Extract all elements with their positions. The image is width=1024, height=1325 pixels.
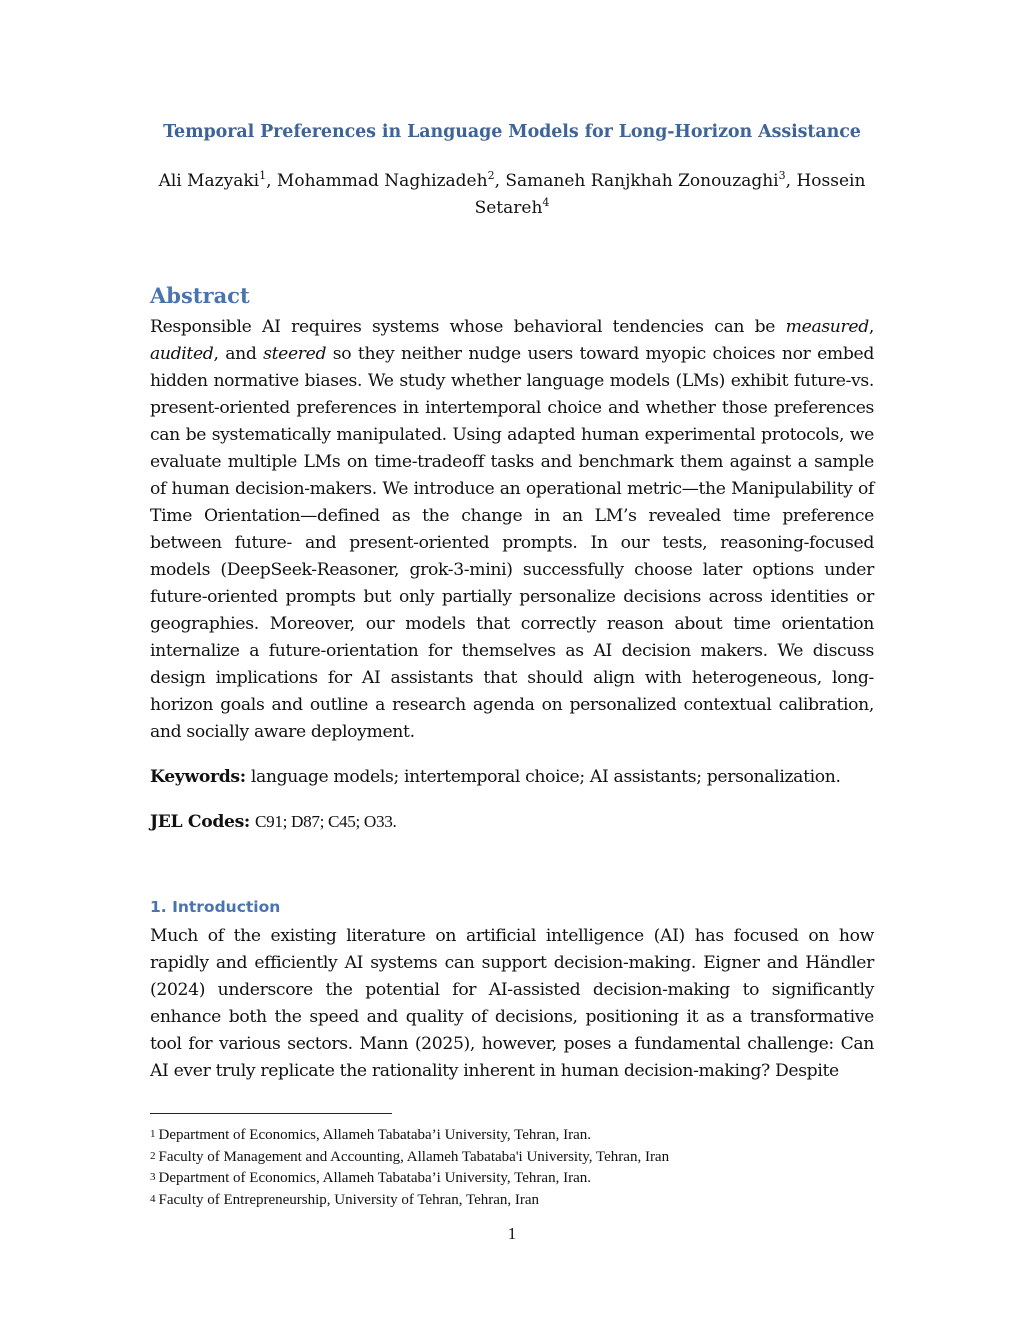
jel-label: JEL Codes:: [150, 812, 250, 832]
author-name: Samaneh Ranjkhah Zonouzaghi: [505, 171, 779, 191]
abstract-text: [150, 314, 874, 746]
paper-title: Temporal Preferences in Language Models for Long-Horizon Assistance: [163, 122, 861, 142]
footnote-text: Faculty of Management and Accounting, Allameh Tabataba'i University, Tehran, Iran: [158, 1148, 670, 1165]
affiliation-mark: 2: [487, 169, 495, 182]
author-name: Mohammad Naghizadeh: [276, 171, 488, 191]
footnote-number: 3: [150, 1171, 156, 1183]
footnote-text: Department of Economics, Allameh Tabataba’i University, Tehran, Iran.: [158, 1127, 591, 1143]
footnotes: [150, 1124, 874, 1210]
abstract-segment: ,: [868, 317, 874, 337]
footnote-text: Department of Economics, Allameh Tabataba’i University, Tehran, Iran.: [158, 1170, 591, 1186]
jel-value: C91; D87; C45; O33.: [255, 812, 397, 831]
footnote-item: [150, 1146, 874, 1168]
abstract-emphasis: audited: [150, 344, 214, 364]
introduction-text: Much of the existing literature on artificial intelligence (AI) has focused on how rapidly and efficiently AI systems can support decision-making. Eigner and Händler (2024) underscore the potential for AI-assisted decision-making to significantly enhance both the speed and quality of decisions, positioning it as a transformative tool for various sectors. Mann (2025), however, poses a fundamental challenge: Can AI ever truly replicate the rationality inherent in human decision-making? Despite: [150, 926, 874, 1081]
abstract-heading: Abstract: [150, 283, 250, 308]
footnote-item: [150, 1167, 874, 1189]
footnote-number: 1: [150, 1128, 156, 1140]
affiliation-mark: 3: [778, 169, 786, 182]
introduction-heading: 1. Introduction: [150, 898, 281, 916]
abstract-emphasis: steered: [263, 344, 327, 364]
footnote-text: Faculty of Entrepreneurship, University of Tehran, Tehran, Iran: [158, 1191, 540, 1208]
author-name: Hossein Setareh: [474, 171, 866, 218]
footnote-divider: [150, 1113, 392, 1114]
footnote-number: 4: [150, 1192, 156, 1205]
page-number: 1: [507, 1224, 517, 1243]
affiliation-mark: 1: [259, 169, 267, 182]
affiliation-mark: 4: [542, 196, 550, 209]
keywords-line: [150, 764, 874, 791]
footnote-item: [150, 1189, 874, 1211]
keywords-value: language models; intertemporal choice; AI assistants; personalization.: [250, 767, 841, 787]
footnote-number: 2: [150, 1149, 156, 1162]
author-list: Ali Mazyaki$^1$, Mohammad Naghizadeh$^2$, Samaneh Ranjkhah Zonouzaghi$^3$, Hossein Setareh$^4$: [158, 169, 866, 218]
author-name: Ali Mazyaki: [158, 171, 260, 191]
abstract-segment: Responsible AI requires systems whose behavioral tendencies can be: [150, 317, 786, 337]
footnote-item: [150, 1124, 874, 1146]
abstract-segment: , and: [213, 344, 264, 364]
abstract-segment: so they neither nudge users toward myopic choices nor embed hidden normative biases. We study whether language models (LMs) exhibit future-vs. present-oriented preferences in intertemporal choice and whether those preferences can be systematically manipulated. Using adapted human experimental protocols, we evaluate multiple LMs on time-tradeoff tasks and benchmark them against a sample of human decision-makers. We introduce an operational metric—the Manipulability of Time Orientation—defined as the change in an LM’s revealed time preference between future- and present-oriented prompts. In our tests, reasoning-focused models (DeepSeek-Reasoner, grok-3-mini) successfully choose later options under future-oriented prompts but only partially personalize decisions across identities or geographies. Moreover, our models that correctly reason about time orientation internalize a future-orientation for themselves as AI decision makers. We discuss design implications for AI assistants that should align with heterogeneous, long-horizon goals and outline a research agenda on personalized contextual calibration, and socially aware deployment.: [150, 344, 875, 742]
abstract-emphasis: measured: [785, 317, 869, 337]
keywords-label: Keywords:: [150, 767, 246, 787]
jel-line: [150, 808, 874, 836]
